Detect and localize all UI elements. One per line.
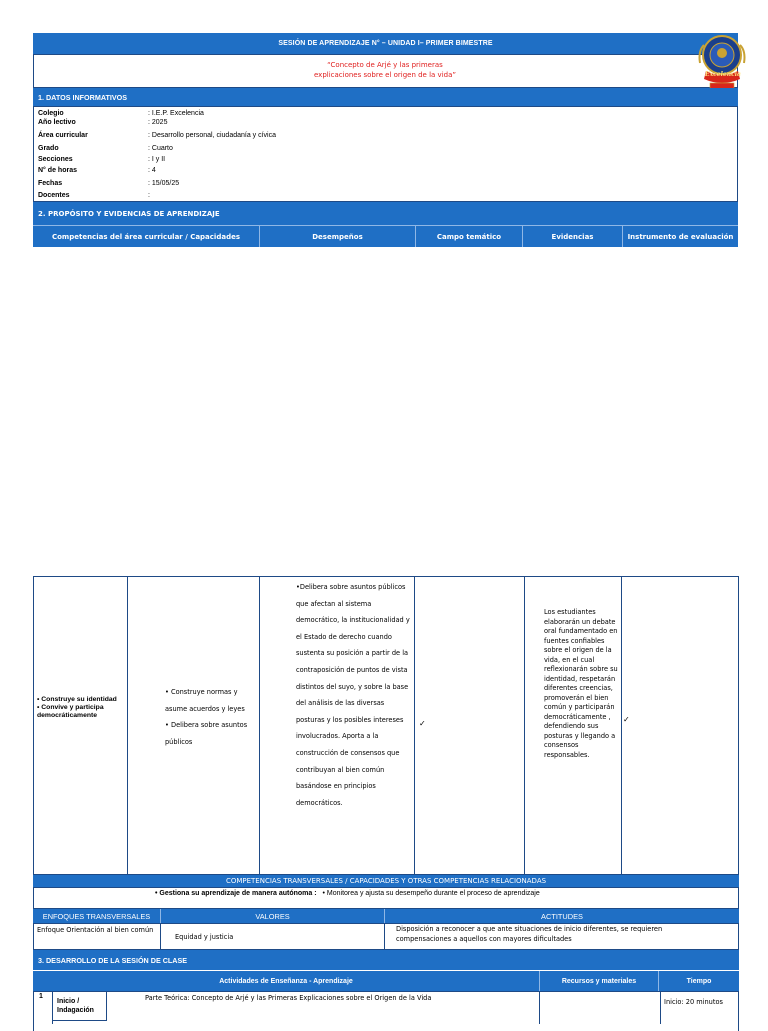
datos-informativos-box [33, 106, 738, 202]
subtitle-line-1: “Concepto de Arjé y las primeras [327, 61, 443, 69]
info-value: : 15/05/25 [148, 180, 180, 187]
enfoques-col-header: ENFOQUES TRANSVERSALES [42, 911, 151, 921]
info-value: : I y II [148, 156, 166, 163]
info-value: : I.E.P. Excelencia [148, 110, 204, 117]
row-number: 1 [39, 993, 43, 1000]
section-3-header [33, 950, 739, 970]
capacidad-item: • Construye normas y asume acuerdos y leyes [165, 688, 245, 713]
col-header-competencias: Competencias del área curricular / Capacidades [51, 232, 240, 241]
transversal-competencia: • Gestiona su aprendizaje de manera autónoma : [155, 890, 317, 897]
tiempo-inicio: Inicio: 20 minutos [664, 998, 723, 1006]
info-value: : 4 [148, 167, 156, 174]
session-title: SESIÓN DE APRENDIZAJE N° – UNIDAD I– PRIMER BIMESTRE [278, 40, 493, 47]
actividad-description: Parte Teórica: Concepto de Arjé y las Primeras Explicaciones sobre el Origen de la Vida [145, 994, 432, 1002]
instrumento-check: ✓ [623, 715, 630, 724]
subtitle-line-2: explicaciones sobre el origen de la vida” [314, 71, 456, 79]
info-label: Año lectivo [38, 119, 76, 126]
transversal-capacidad: • Monitorea y ajusta su desempeño durante el proceso de aprendizaje [322, 890, 540, 897]
competencia-item: • Convive y participa democráticamente [37, 704, 104, 719]
info-label: Grado [38, 145, 59, 152]
col-header-actividades: Actividades de Enseñanza - Aprendizaje [219, 977, 353, 985]
col-header-instrumento: Instrumento de evaluación [622, 226, 738, 247]
actitud-value: Disposición a reconocer a que ante situaciones de inicio diferentes, se requieren compensaciones a aquellos con mayores dificultades [396, 925, 663, 943]
capacidades-cell [165, 684, 257, 750]
section-3-title: 3. DESARROLLO DE LA SESIÓN DE CLASE [38, 955, 188, 965]
info-label: Fechas [38, 180, 63, 187]
info-label: Área curricular [38, 132, 88, 139]
school-crest-icon [696, 33, 748, 91]
info-value: : Cuarto [148, 145, 173, 152]
enfoques-header-row [33, 909, 739, 923]
section-3-column-headers [33, 971, 739, 991]
section-2-header [33, 202, 738, 225]
col-header-evidencias: Evidencias [522, 226, 622, 247]
school-logo [696, 33, 748, 91]
col-header-recursos: Recursos y materiales [539, 971, 658, 991]
valores-col-header: VALORES [160, 909, 384, 923]
info-label: Docentes [38, 192, 70, 199]
session-subtitle [230, 60, 540, 80]
info-value: : 2025 [148, 119, 168, 126]
info-label: Secciones [38, 156, 73, 163]
col-header-tiempo: Tiempo [658, 971, 739, 991]
competencia-item: • Construye su identidad [37, 696, 117, 703]
valor-value: Equidad y justicia [175, 933, 234, 941]
transversales-title: COMPETENCIAS TRANSVERSALES / CAPACIDADES Y OTRAS COMPETENCIAS RELACIONADAS [225, 877, 547, 885]
desempeno-cell: •Delibera sobre asuntos públicos que afectan al sistema democrático, la institucionalidad y el Estado de derecho cuando sustenta su posición a partir de la contraposición de puntos de vista distintos del suyo, y sobre la base del análisis de las diversas posturas y los posibles intereses involucrados. Aporta a la construcción de consensos que contribuyan al bien común basándose en principios democráticos. [296, 583, 410, 807]
transversales-content [155, 889, 540, 898]
col-header-campo-tematico: Campo temático [415, 226, 522, 247]
logo-text: Excelencia [705, 71, 741, 78]
col-header-desempenos: Desempeños [259, 226, 415, 247]
capacidad-item: • Delibera sobre asuntos públicos [165, 721, 248, 746]
section-2-column-headers [33, 225, 738, 247]
enfoque-value: Enfoque Orientación al bien común [37, 926, 154, 934]
campo-tematico-check: ✓ [419, 719, 426, 728]
transversales-header [33, 875, 739, 887]
info-value: : Desarrollo personal, ciudadanía y cívica [148, 132, 277, 139]
section-2-title: 2. PROPÓSITO Y EVIDENCIAS DE APRENDIZAJE [38, 209, 220, 218]
competencias-cell [37, 696, 125, 720]
info-label: N° de horas [38, 167, 77, 174]
fase-inicio-indagacion: Inicio / Indagación [57, 998, 94, 1014]
info-value: : [148, 192, 150, 199]
info-label: Colegio [38, 110, 64, 117]
actitudes-col-header: ACTITUDES [384, 909, 739, 923]
section-1-title: 1. DATOS INFORMATIVOS [38, 92, 128, 102]
section-1-header [33, 88, 738, 106]
session-title-bar [33, 33, 738, 54]
evidencias-cell: Los estudiantes elaborarán un debate oral fundamentado en fuentes confiables sobre el origen de la vida, en el cual reflexionarán sobre su identidad, respetarán diferentes creencias, promoverán el bien común y participarán democráticamente , defendiendo sus posturas y llegando a consensos responsables. [544, 608, 618, 759]
